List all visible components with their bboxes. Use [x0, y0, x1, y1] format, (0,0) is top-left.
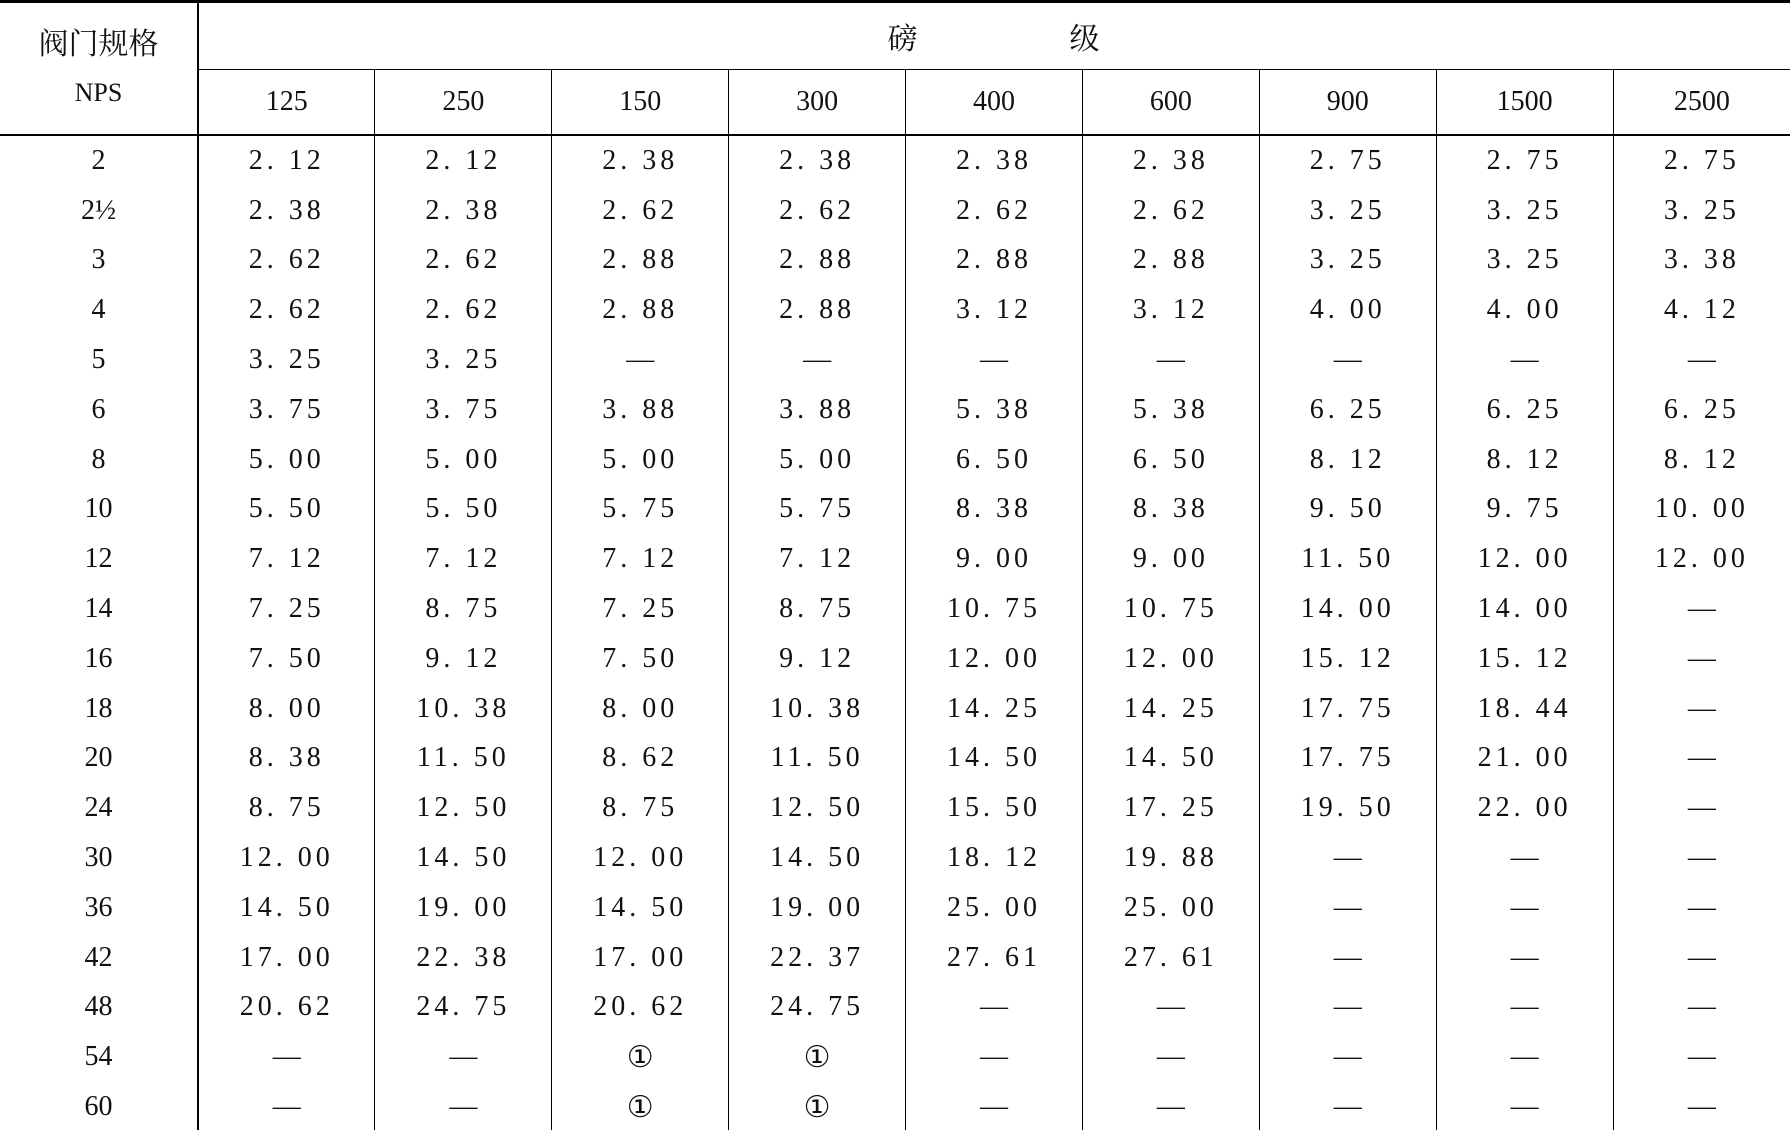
class-header-900: 900	[1259, 70, 1436, 136]
value-cell: —	[1259, 1032, 1436, 1082]
value-cell: —	[1613, 833, 1790, 883]
class-header-300: 300	[729, 70, 906, 136]
class-header-600: 600	[1082, 70, 1259, 136]
value-cell: 25. 00	[906, 883, 1083, 933]
value-cell: 7. 50	[552, 634, 729, 684]
value-cell: 6. 25	[1613, 385, 1790, 435]
value-cell: 14. 50	[1082, 734, 1259, 784]
size-cell: 60	[0, 1082, 198, 1130]
value-cell: 7. 12	[729, 534, 906, 584]
value-cell: 17. 00	[552, 933, 729, 983]
value-cell: —	[1613, 335, 1790, 385]
value-cell: 6. 50	[1082, 435, 1259, 485]
value-cell: —	[1613, 783, 1790, 833]
value-cell: —	[375, 1082, 552, 1130]
value-cell: 5. 50	[375, 485, 552, 535]
value-cell: —	[1613, 983, 1790, 1033]
table-row	[0, 236, 1790, 286]
class-header-250: 250	[375, 70, 552, 136]
value-cell: 5. 50	[198, 485, 375, 535]
value-cell: —	[906, 1032, 1083, 1082]
value-cell: 24. 75	[729, 983, 906, 1033]
value-cell: 4. 00	[1259, 285, 1436, 335]
value-cell: 3. 75	[198, 385, 375, 435]
table-row	[0, 983, 1790, 1033]
value-cell: —	[1082, 983, 1259, 1033]
value-cell: 9. 50	[1259, 485, 1436, 535]
size-cell: 2½	[0, 186, 198, 236]
table-row	[0, 285, 1790, 335]
size-cell: 6	[0, 385, 198, 435]
value-cell: 5. 00	[729, 435, 906, 485]
size-cell: 18	[0, 684, 198, 734]
value-cell: 3. 25	[1259, 186, 1436, 236]
value-cell: 12. 50	[729, 783, 906, 833]
table-row	[0, 734, 1790, 784]
group-header-char-2: 级	[1069, 23, 1102, 56]
value-cell: 8. 12	[1613, 435, 1790, 485]
value-cell: 12. 00	[906, 634, 1083, 684]
value-cell: 17. 25	[1082, 783, 1259, 833]
value-cell: 8. 12	[1436, 435, 1613, 485]
class-header-2500: 2500	[1613, 70, 1790, 136]
table-row	[0, 584, 1790, 634]
value-cell: 7. 12	[552, 534, 729, 584]
value-cell: 14. 00	[1259, 584, 1436, 634]
value-cell: 18. 44	[1436, 684, 1613, 734]
value-cell: 3. 12	[1082, 285, 1259, 335]
value-cell: —	[1436, 933, 1613, 983]
table-row	[0, 534, 1790, 584]
value-cell: 11. 50	[729, 734, 906, 784]
table-row	[0, 833, 1790, 883]
value-cell: 2. 88	[552, 236, 729, 286]
value-cell: 8. 75	[198, 783, 375, 833]
value-cell: 2. 12	[375, 135, 552, 186]
value-cell: 2. 62	[906, 186, 1083, 236]
value-cell: 19. 88	[1082, 833, 1259, 883]
size-cell: 2	[0, 135, 198, 186]
value-cell: —	[198, 1032, 375, 1082]
value-cell: 7. 50	[198, 634, 375, 684]
value-cell: 15. 12	[1259, 634, 1436, 684]
size-cell: 24	[0, 783, 198, 833]
size-cell: 10	[0, 485, 198, 535]
value-cell: 8. 75	[375, 584, 552, 634]
value-cell: 22. 00	[1436, 783, 1613, 833]
value-cell: 8. 00	[198, 684, 375, 734]
value-cell: 15. 12	[1436, 634, 1613, 684]
value-cell: 5. 38	[906, 385, 1083, 435]
value-cell: 2. 62	[552, 186, 729, 236]
value-cell: 12. 00	[552, 833, 729, 883]
value-cell: 2. 62	[375, 285, 552, 335]
value-cell: 2. 62	[198, 236, 375, 286]
size-cell: 8	[0, 435, 198, 485]
value-cell: 2. 88	[1082, 236, 1259, 286]
value-cell: 8. 38	[1082, 485, 1259, 535]
size-cell: 5	[0, 335, 198, 385]
value-cell: 2. 75	[1436, 135, 1613, 186]
value-cell: —	[1613, 584, 1790, 634]
class-header-125: 125	[198, 70, 375, 136]
value-cell: 11. 50	[1259, 534, 1436, 584]
value-cell: 21. 00	[1436, 734, 1613, 784]
size-cell: 12	[0, 534, 198, 584]
pressure-class-group-header	[198, 2, 1790, 70]
value-cell: 17. 00	[198, 933, 375, 983]
value-cell: 3. 38	[1613, 236, 1790, 286]
value-cell: 12. 00	[1082, 634, 1259, 684]
value-cell: 9. 75	[1436, 485, 1613, 535]
value-cell: —	[1259, 883, 1436, 933]
value-cell: 2. 38	[906, 135, 1083, 186]
value-cell: 2. 62	[198, 285, 375, 335]
table-row	[0, 435, 1790, 485]
value-cell: 5. 00	[198, 435, 375, 485]
value-cell: 6. 25	[1436, 385, 1613, 435]
value-cell: ①	[729, 1082, 906, 1130]
value-cell: 7. 12	[198, 534, 375, 584]
value-cell: 3. 88	[729, 385, 906, 435]
value-cell: 3. 25	[198, 335, 375, 385]
value-cell: —	[1436, 1032, 1613, 1082]
value-cell: 22. 37	[729, 933, 906, 983]
value-cell: 8. 75	[729, 584, 906, 634]
value-cell: 2. 88	[729, 236, 906, 286]
size-cell: 4	[0, 285, 198, 335]
value-cell: —	[1613, 634, 1790, 684]
value-cell: 6. 25	[1259, 385, 1436, 435]
value-cell: —	[1613, 883, 1790, 933]
value-cell: 2. 38	[552, 135, 729, 186]
size-cell: 48	[0, 983, 198, 1033]
value-cell: 22. 38	[375, 933, 552, 983]
value-cell: —	[1082, 335, 1259, 385]
value-cell: 20. 62	[552, 983, 729, 1033]
value-cell: 14. 50	[375, 833, 552, 883]
size-cell: 42	[0, 933, 198, 983]
value-cell: 19. 50	[1259, 783, 1436, 833]
value-cell: —	[1613, 1082, 1790, 1130]
pressure-class-row	[0, 70, 1790, 136]
value-cell: —	[1259, 933, 1436, 983]
value-cell: —	[1436, 335, 1613, 385]
value-cell: 3. 25	[1259, 236, 1436, 286]
size-cell: 36	[0, 883, 198, 933]
value-cell: 10. 75	[906, 584, 1083, 634]
value-cell: 14. 25	[906, 684, 1083, 734]
value-cell: 2. 88	[906, 236, 1083, 286]
value-cell: 3. 25	[1436, 236, 1613, 286]
value-cell: —	[198, 1082, 375, 1130]
value-cell: 8. 62	[552, 734, 729, 784]
value-cell: 8. 75	[552, 783, 729, 833]
value-cell: 18. 12	[906, 833, 1083, 883]
size-cell: 30	[0, 833, 198, 883]
value-cell: 8. 00	[552, 684, 729, 734]
value-cell: 7. 12	[375, 534, 552, 584]
value-cell: 15. 50	[906, 783, 1083, 833]
value-cell: 9. 00	[906, 534, 1083, 584]
table-row	[0, 783, 1790, 833]
value-cell: 4. 00	[1436, 285, 1613, 335]
value-cell: 14. 50	[729, 833, 906, 883]
value-cell: —	[906, 983, 1083, 1033]
value-cell: 20. 62	[198, 983, 375, 1033]
value-cell: 3. 25	[1436, 186, 1613, 236]
value-cell: ①	[552, 1032, 729, 1082]
table-row	[0, 1032, 1790, 1082]
value-cell: —	[1436, 833, 1613, 883]
value-cell: 24. 75	[375, 983, 552, 1033]
value-cell: 5. 00	[375, 435, 552, 485]
value-cell: 11. 50	[375, 734, 552, 784]
size-cell: 54	[0, 1032, 198, 1082]
size-header-label: 阀门规格	[38, 27, 159, 61]
table-row	[0, 1082, 1790, 1130]
group-header-char-1: 磅	[887, 23, 920, 56]
value-cell: 14. 50	[552, 883, 729, 933]
value-cell: 9. 12	[375, 634, 552, 684]
value-cell: 9. 12	[729, 634, 906, 684]
value-cell: 2. 12	[198, 135, 375, 186]
value-cell: —	[1082, 1032, 1259, 1082]
table-row	[0, 186, 1790, 236]
value-cell: —	[1259, 983, 1436, 1033]
table-body	[0, 135, 1790, 1130]
class-header-150: 150	[552, 70, 729, 136]
value-cell: —	[906, 335, 1083, 385]
value-cell: —	[1436, 983, 1613, 1033]
value-cell: —	[1613, 933, 1790, 983]
value-cell: —	[1082, 1082, 1259, 1130]
value-cell: 3. 25	[375, 335, 552, 385]
value-cell: 2. 88	[552, 285, 729, 335]
value-cell: 8. 12	[1259, 435, 1436, 485]
size-header-unit: NPS	[74, 77, 123, 107]
value-cell: 2. 38	[1082, 135, 1259, 186]
value-cell: —	[1436, 883, 1613, 933]
value-cell: 17. 75	[1259, 684, 1436, 734]
size-cell: 14	[0, 584, 198, 634]
value-cell: 14. 50	[198, 883, 375, 933]
value-cell: 10. 38	[729, 684, 906, 734]
size-column-header	[0, 2, 198, 136]
value-cell: 14. 50	[906, 734, 1083, 784]
value-cell: 6. 50	[906, 435, 1083, 485]
size-cell: 20	[0, 734, 198, 784]
value-cell: 2. 88	[729, 285, 906, 335]
table-row	[0, 335, 1790, 385]
value-cell: 2. 75	[1259, 135, 1436, 186]
value-cell: 10. 75	[1082, 584, 1259, 634]
table-row	[0, 135, 1790, 186]
header-row-group	[0, 2, 1790, 70]
value-cell: ①	[552, 1082, 729, 1130]
value-cell: 9. 00	[1082, 534, 1259, 584]
value-cell: 27. 61	[906, 933, 1083, 983]
value-cell: 10. 38	[375, 684, 552, 734]
value-cell: 14. 00	[1436, 584, 1613, 634]
value-cell: 8. 38	[198, 734, 375, 784]
value-cell: 3. 75	[375, 385, 552, 435]
value-cell: 5. 00	[552, 435, 729, 485]
value-cell: —	[1436, 1082, 1613, 1130]
value-cell: 12. 00	[1436, 534, 1613, 584]
table-header	[0, 2, 1790, 136]
value-cell: 10. 00	[1613, 485, 1790, 535]
size-cell: 3	[0, 236, 198, 286]
value-cell: 2. 38	[729, 135, 906, 186]
value-cell: —	[1613, 1032, 1790, 1082]
value-cell: 12. 00	[1613, 534, 1790, 584]
value-cell: 7. 25	[198, 584, 375, 634]
class-header-1500: 1500	[1436, 70, 1613, 136]
value-cell: —	[1613, 684, 1790, 734]
value-cell: —	[1259, 335, 1436, 385]
class-header-400: 400	[906, 70, 1083, 136]
value-cell: 5. 75	[729, 485, 906, 535]
table-row	[0, 485, 1790, 535]
value-cell: 2. 62	[1082, 186, 1259, 236]
value-cell: —	[906, 1082, 1083, 1130]
value-cell: 17. 75	[1259, 734, 1436, 784]
value-cell: —	[1613, 734, 1790, 784]
table-row	[0, 684, 1790, 734]
value-cell: ①	[729, 1032, 906, 1082]
value-cell: —	[1259, 833, 1436, 883]
table-row	[0, 933, 1790, 983]
value-cell: 19. 00	[375, 883, 552, 933]
value-cell: 19. 00	[729, 883, 906, 933]
value-cell: 3. 25	[1613, 186, 1790, 236]
value-cell: 3. 88	[552, 385, 729, 435]
value-cell: 25. 00	[1082, 883, 1259, 933]
value-cell: 2. 75	[1613, 135, 1790, 186]
value-cell: —	[729, 335, 906, 385]
value-cell: 3. 12	[906, 285, 1083, 335]
value-cell: 2. 62	[375, 236, 552, 286]
value-cell: —	[552, 335, 729, 385]
value-cell: —	[375, 1032, 552, 1082]
table-row	[0, 385, 1790, 435]
value-cell: 5. 38	[1082, 385, 1259, 435]
value-cell: 14. 25	[1082, 684, 1259, 734]
value-cell: 2. 62	[729, 186, 906, 236]
value-cell: 4. 12	[1613, 285, 1790, 335]
value-cell: 12. 00	[198, 833, 375, 883]
value-cell: 5. 75	[552, 485, 729, 535]
value-cell: 12. 50	[375, 783, 552, 833]
table-row	[0, 634, 1790, 684]
value-cell: 27. 61	[1082, 933, 1259, 983]
table-row	[0, 883, 1790, 933]
value-cell: 7. 25	[552, 584, 729, 634]
value-cell: 2. 38	[375, 186, 552, 236]
size-cell: 16	[0, 634, 198, 684]
value-cell: —	[1259, 1082, 1436, 1130]
value-cell: 8. 38	[906, 485, 1083, 535]
value-cell: 2. 38	[198, 186, 375, 236]
